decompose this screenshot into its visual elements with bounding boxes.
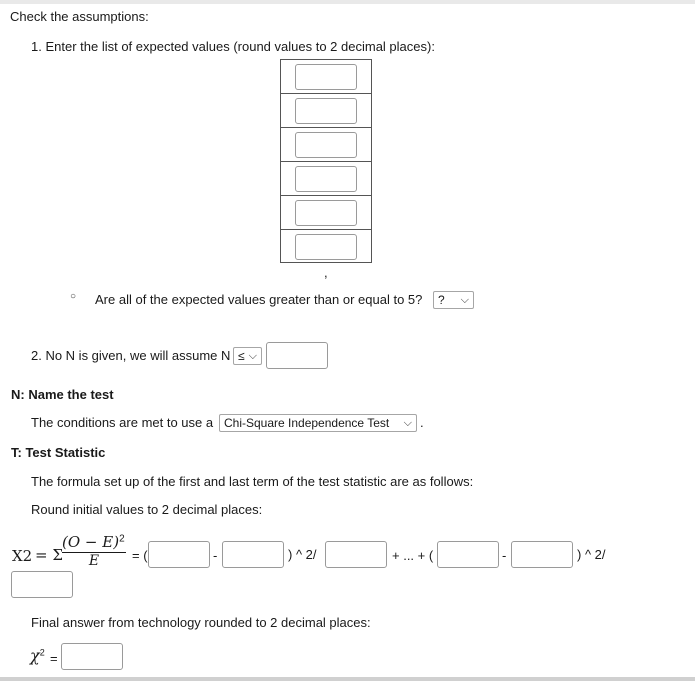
final-answer-input[interactable] — [61, 643, 123, 670]
expected-values-table — [280, 59, 372, 263]
table-row — [281, 196, 371, 230]
check-heading: Check the assumptions: — [10, 9, 149, 24]
formula-description: The formula set up of the first and last term of the test statistic are as follows: — [31, 474, 474, 489]
table-row — [281, 128, 371, 162]
chevron-down-icon: ⌵ — [248, 350, 257, 362]
n-compare-select[interactable] — [233, 347, 262, 365]
last-observed-input[interactable] — [437, 541, 499, 568]
chi-label: X2 — [12, 547, 33, 565]
power-divide: ) ^ 2/ — [577, 547, 606, 562]
last-divisor-input[interactable] — [11, 571, 73, 598]
item1-label: 1. Enter the list of expected values (round values to 2 decimal places): — [31, 39, 435, 54]
table-row — [281, 94, 371, 128]
first-observed-input[interactable] — [148, 541, 210, 568]
select-value: ≤ — [238, 349, 245, 363]
equals-open-paren: = ( — [132, 548, 148, 563]
fraction-denominator: E — [88, 553, 100, 569]
item2-label: 2. No N is given, we will assume N — [31, 348, 231, 363]
test-select[interactable] — [219, 414, 417, 432]
minus-sign: - — [213, 548, 218, 563]
final-answer-label: Final answer from technology rounded to 2 decimal places: — [31, 615, 371, 630]
table-row — [281, 230, 371, 264]
fraction — [62, 533, 126, 569]
equals-sigma: = Σ — [35, 546, 63, 564]
expected-value-input-4[interactable] — [295, 166, 357, 192]
expected-value-input-6[interactable] — [295, 234, 357, 260]
chi-letter: χ — [30, 646, 40, 665]
last-expected-input[interactable] — [511, 541, 573, 568]
name-test-sentence: The conditions are met to use a — [31, 415, 214, 430]
expected-value-input-1[interactable] — [295, 64, 357, 90]
minus-sign: - — [502, 548, 507, 563]
top-edge — [0, 0, 695, 4]
power-divide: ) ^ 2/ — [288, 547, 317, 562]
select-value: Chi-Square Independence Test — [224, 416, 390, 430]
period: . — [420, 415, 424, 430]
n-value-input[interactable] — [266, 342, 328, 369]
name-test-heading: N: Name the test — [11, 387, 114, 402]
question-text: Are all of the expected values greater than or equal to 5? — [95, 292, 423, 307]
chi-exponent: 2 — [39, 647, 45, 658]
bullet-icon: ○ — [70, 291, 77, 302]
chevron-down-icon: ⌵ — [460, 294, 469, 306]
comma: , — [324, 265, 328, 280]
expected-value-input-5[interactable] — [295, 200, 357, 226]
ellipsis-plus: + ... + ( — [392, 548, 434, 563]
expected-value-input-2[interactable] — [295, 98, 357, 124]
table-row — [281, 162, 371, 196]
first-divisor-input[interactable] — [325, 541, 387, 568]
chi-square-symbol — [30, 646, 45, 665]
fraction-numerator: (O − E) — [62, 533, 120, 551]
table-row — [281, 60, 371, 94]
bottom-edge — [0, 677, 695, 681]
expected-values-select[interactable] — [433, 291, 474, 309]
first-expected-input[interactable] — [222, 541, 284, 568]
final-equals: = — [50, 651, 58, 666]
exponent: 2 — [119, 533, 125, 545]
test-statistic-heading: T: Test Statistic — [11, 445, 106, 460]
rounding-instruction: Round initial values to 2 decimal places: — [31, 502, 263, 517]
expected-value-input-3[interactable] — [295, 132, 357, 158]
select-value: ? — [438, 293, 445, 307]
chevron-down-icon: ⌵ — [403, 417, 412, 429]
